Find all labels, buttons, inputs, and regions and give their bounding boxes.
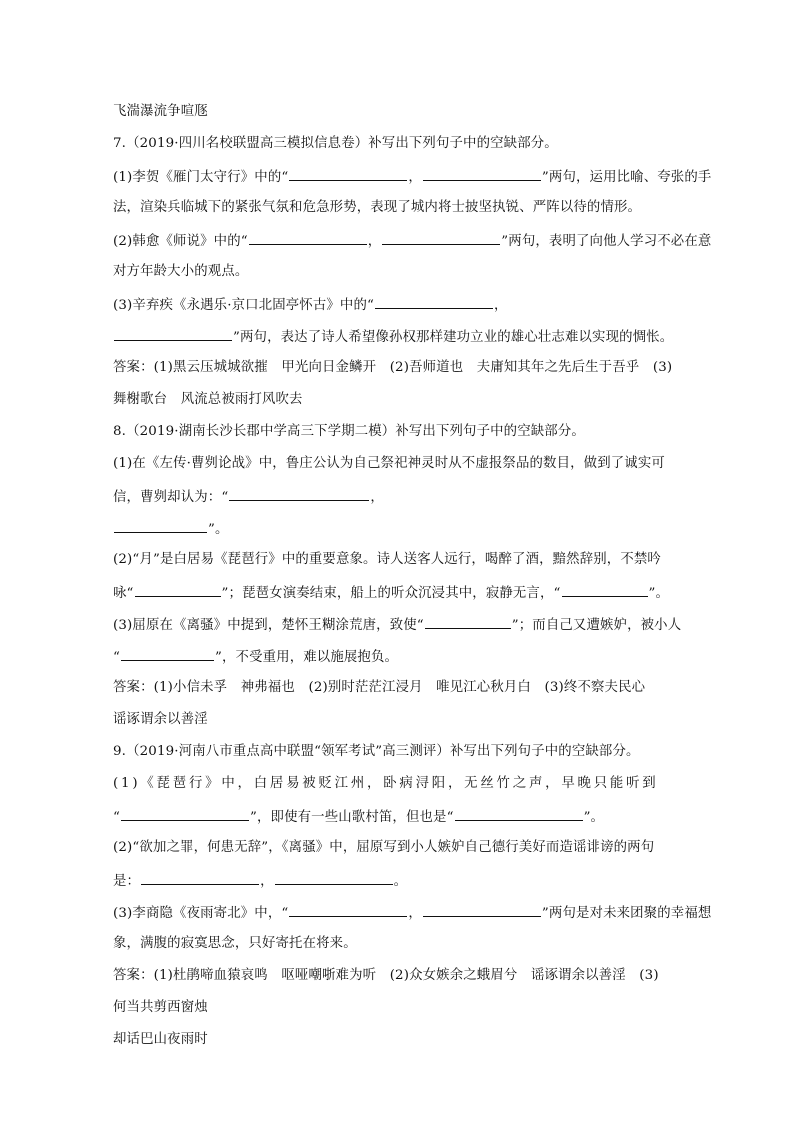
fill-blank[interactable] [423,167,541,181]
text: “ [113,810,120,825]
q9-item-2 [113,839,683,857]
text: ”两句，表明了向他人学习不必在意 [501,234,712,249]
text: ”；而自己又遭嫉妒，被小人 [511,618,682,633]
q8-item-3-cont [113,647,683,667]
q7-item-2 [113,231,712,251]
q7-answer-cont [113,391,683,409]
q9-item-2-cont [113,871,683,891]
fill-blank[interactable] [289,167,407,181]
text: ”两句是对未来团聚的幸福想 [541,906,712,921]
text: 。 [393,874,408,889]
text: 信，曹刿却认为：“ [113,490,229,505]
text: (3)辛弃疾《永遇乐·京口北固亭怀古》中的“ [113,298,375,313]
text: 答案：(1)杜鹃啼血猿哀鸣 呕哑嘲哳难为听 (2)众女嫉余之蛾眉兮 谣诼谓余以善淫 (3) [113,968,659,983]
fill-blank[interactable] [375,295,493,309]
text: ”两句，表达了诗人希望像孙权那样建功立业的雄心壮志难以实现的惆怅。 [233,330,674,345]
text: 谣诼谓余以善淫 [113,712,208,727]
text: (1)《琵琶行》中，白居易被贬江州，卧病浔阳，无丝竹之声，早晚只能听到 [113,776,659,791]
fill-blank[interactable] [423,903,541,917]
question-7-heading [113,135,683,153]
question-8-heading [113,423,683,441]
text: 对方年龄大小的观点。 [113,264,249,279]
fill-blank[interactable] [289,903,407,917]
text: ”；琵琶女演奏结束，船上的听众沉浸其中，寂静无言，“ [221,586,561,601]
q7-item-1-cont [113,199,683,217]
q9-item-1-cont [113,807,683,827]
question-9-heading [113,743,683,761]
fill-blank[interactable] [114,519,207,533]
fill-blank[interactable] [455,807,583,821]
q8-answer-cont [113,711,683,729]
fill-blank[interactable] [121,807,249,821]
text: 答案：(1)小信未孚 神弗福也 (2)别时茫茫江浸月 唯见江心秋月白 (3)终不察夫民心 [113,680,646,695]
fill-blank[interactable] [249,231,367,245]
fill-blank[interactable] [275,871,393,885]
q9-answer-cont2 [113,1031,683,1049]
q9-answer [113,967,683,985]
text: 象，满腹的寂寞思念，只好寄托在将来。 [113,936,357,951]
q9-item-1 [113,775,683,793]
q9-answer-cont [113,999,683,1017]
text: 答案：(1)黑云压城城欲摧 甲光向日金鳞开 (2)吾师道也 夫庸知其年之先后生于吾乎 (3) [113,360,673,375]
text: (1)在《左传·曹刿论战》中，鲁庄公认为自己祭祀神灵时从不虚报祭品的数目，做到了诚实可 [113,456,665,471]
q7-item-2-cont [113,263,683,281]
q8-answer [113,679,683,697]
text: ”，不受重用，难以施展抱负。 [215,650,399,665]
text: ， [408,170,422,185]
text: 9.（2019·河南八市重点高中联盟“领军考试”高三测评）补写出下列句子中的空缺部分。 [113,744,640,759]
text: 咏“ [113,586,134,601]
text: (2)“欲加之罪，何患无辞”，《离骚》中，屈原写到小人嫉妒自己德行美好而造谣诽谤的两句 [113,840,655,855]
text: ”。 [208,522,229,537]
text: ”。 [648,586,670,601]
fill-blank[interactable] [229,487,369,501]
fill-blank[interactable] [121,647,214,661]
fill-blank[interactable] [135,583,221,597]
fill-blank[interactable] [141,871,259,885]
text: “ [113,650,120,665]
text: 法，渲染兵临城下的紧张气氛和危急形势，表现了城内将士披坚执锐、严阵以待的情形。 [113,200,642,215]
q8-item-2-cont [113,583,683,603]
text: 是： [113,874,141,889]
text: ， [367,234,382,249]
q8-item-2 [113,551,683,569]
text: ， [408,906,422,921]
text: ， [494,298,508,313]
text: ”两句，运用比喻、夸张的手 [541,170,712,185]
q9-item-3-cont [113,935,683,953]
q8-item-1-cont2 [113,519,683,539]
text: 飞湍瀑流争喧豗 [113,104,208,119]
previous-answer-tail [113,103,683,121]
text: 何当共剪西窗烛 [113,1000,208,1015]
text: (2)“月”是白居易《琵琶行》中的重要意象。诗人送客人远行，喝醉了酒，黯然辞别，不禁吟 [113,552,661,567]
fill-blank[interactable] [562,583,648,597]
text: 7.（2019·四川名校联盟高三模拟信息卷）补写出下列句子中的空缺部分。 [113,136,558,151]
q8-item-1-cont [113,487,683,507]
q9-item-3 [113,903,712,923]
text: 舞榭歌台 风流总被雨打风吹去 [113,392,303,407]
text: 却话巴山夜雨时 [113,1032,208,1047]
text: ”。 [583,810,605,825]
fill-blank[interactable] [114,327,232,341]
text: (3)李商隐《夜雨寄北》中，“ [113,906,289,921]
text: ”，即使有一些山歌村笛，但也是“ [250,810,454,825]
text: 8.（2019·湖南长沙长郡中学高三下学期二模）补写出下列句子中的空缺部分。 [113,424,585,439]
q7-item-1 [113,167,712,187]
q8-item-3 [113,615,683,635]
fill-blank[interactable] [382,231,500,245]
fill-blank[interactable] [425,615,511,629]
text: (1)李贺《雁门太守行》中的“ [113,170,289,185]
q7-answer [113,359,683,377]
q7-item-3 [113,295,683,315]
text: ， [260,874,274,889]
text: ， [370,490,384,505]
q7-item-3-cont [113,327,683,347]
q8-item-1 [113,455,683,473]
text: (3)屈原在《离骚》中提到，楚怀王糊涂荒唐，致使“ [113,618,424,633]
text: (2)韩愈《师说》中的“ [113,234,248,249]
